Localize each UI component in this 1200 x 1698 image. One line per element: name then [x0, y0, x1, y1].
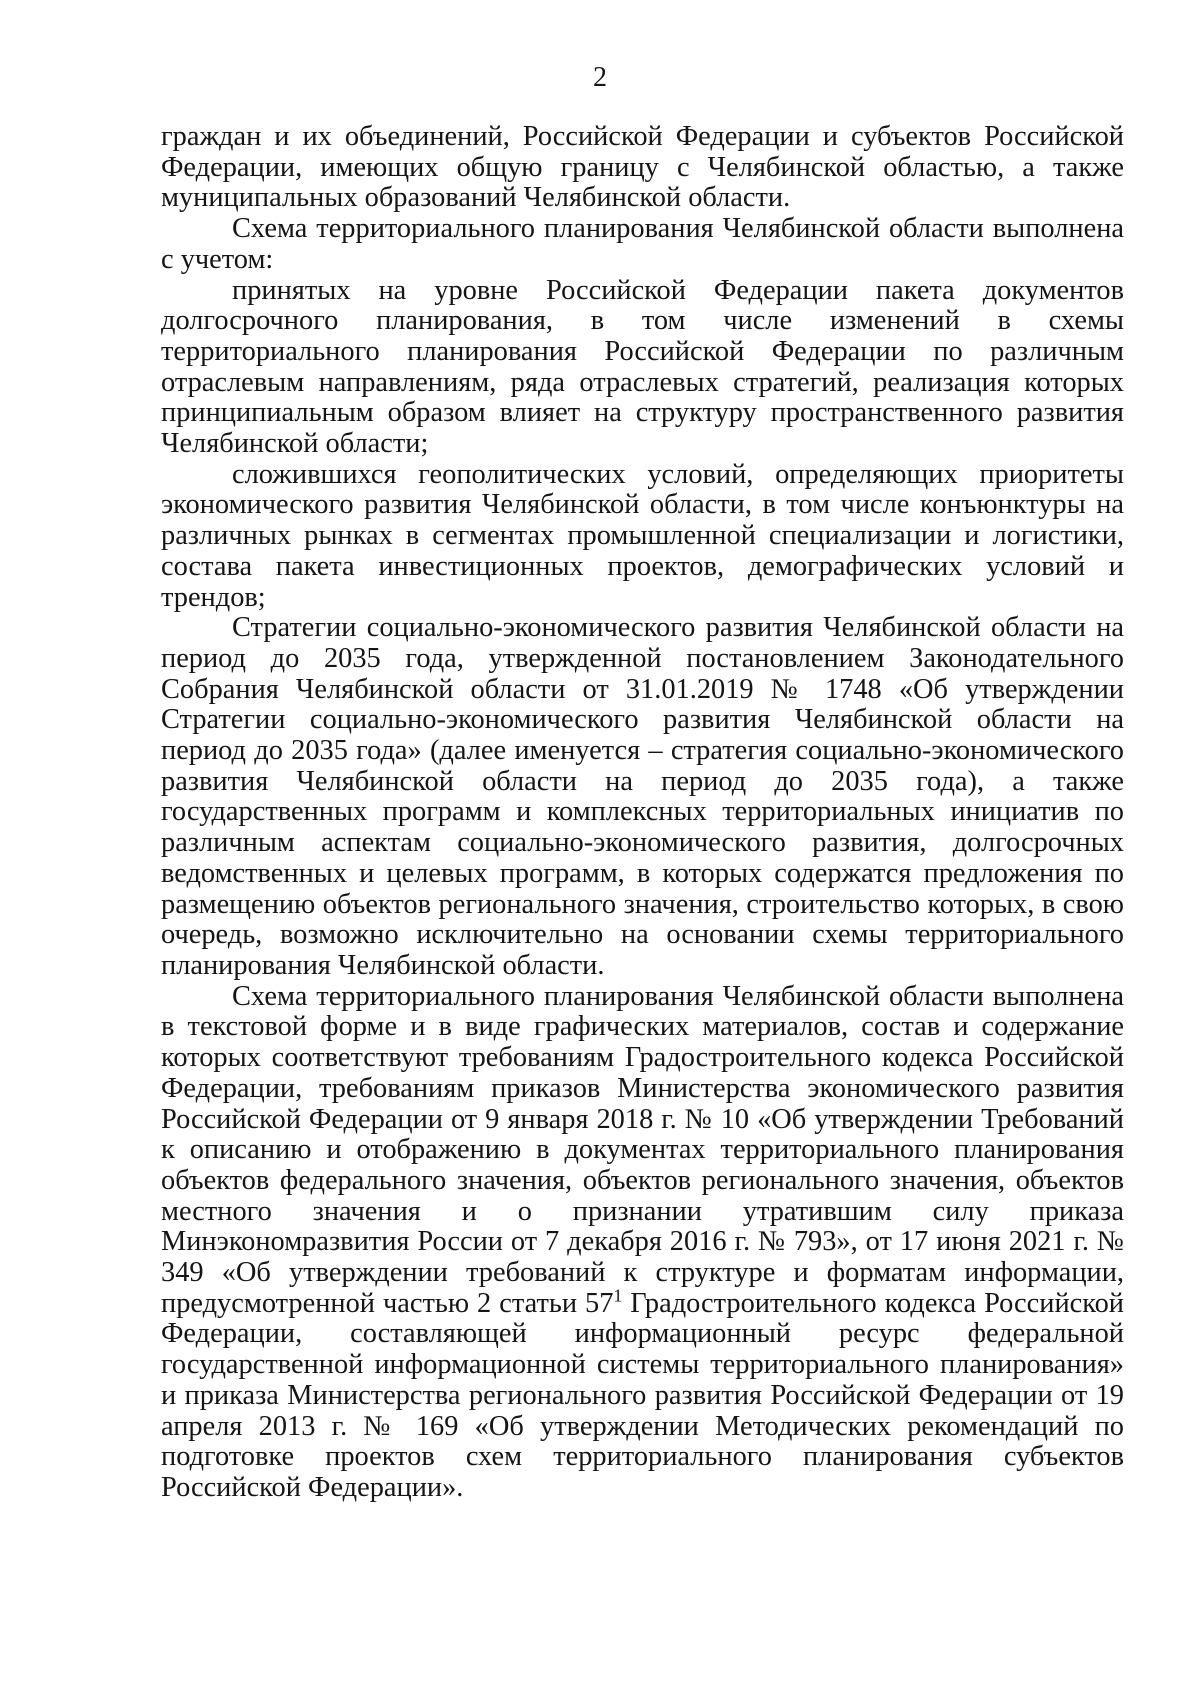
document-body: [161, 122, 1124, 1504]
article-superscript: 1: [613, 1285, 623, 1306]
paragraph-strategy-2035: Стратегии социально-экономического развития Челябинской области на период до 2035 года, утвержденной постановлением Законодательного Собрания Челябинской области от 31.01.2019 № 1748 «Об утверждении Стратегии социально-экономического развития Челябинской области на период до 2035 года» (далее именуется – стратегия социально-экономического развития Челябинской области на период до 2035 года), а также государственных программ и комплексных территориальных инициатив по различным аспектам социально-экономического развития, долгосрочных ведомственных и целевых программ, в которых содержатся предложения по размещению объектов регионального значения, строительство которых, в свою очередь, возможно исключительно на основании схемы территориального планирования Челябинской области.: [161, 612, 1124, 981]
paragraph-continuation: граждан и их объединений, Российской Федерации и субъектов Российской Федерации, имеющих общую границу с Челябинской областью, а также муниципальных образований Челябинской области.: [161, 121, 1124, 214]
paragraph-scheme-form-part1: Схема территориального планирования Челябинской области выполнена в текстовой форме и в виде графических материалов, состав и содержание которых соответствуют требованиям Градостроительного кодекса Российской Федерации, требованиям приказов Министерства экономического развития Российской Федерации от 9 января 2018 г. № 10 «Об утверждении Требований к описанию и отображению в документах территориального планирования объектов федерального значения, объектов регионального значения, объектов местного значения и о признании утратившим силу приказа Минэкономразвития России от 7 декабря 2016 г. № 793», от 17 июня 2021 г. № 349 «Об утверждении требований к структуре и форматам информации, предусмотренной частью 2 статьи 57: [161, 980, 1124, 1319]
paragraph-geopolitical-conditions: сложившихся геополитических условий, определяющих приоритеты экономического развития Челябинской области, в том числе конъюнктуры на различных рынках в сегментах промышленной специализации и логистики, состава пакета инвестиционных проектов, демографических условий и трендов;: [161, 458, 1124, 613]
paragraph-scheme-form-part2: Градостроительного кодекса Российской Федерации, составляющей информационный ресурс федеральной государственной информационной системы территориального планирования» и приказа Министерства регионального развития Российской Федерации от 19 апреля 2013 г. № 169 «Об утверждении Методических рекомендаций по подготовке проектов схем территориального планирования субъектов Российской Федерации».: [161, 1287, 1124, 1503]
paragraph-scheme-intro: Схема территориального планирования Челябинской области выполнена с учетом:: [161, 213, 1124, 275]
paragraph-federal-documents: принятых на уровне Российской Федерации пакета документов долгосрочного планирования, в том числе изменений в схемы территориального планирования Российской Федерации по различным отраслевым направлениям, ряда отраслевых стратегий, реализация которых принципиальным образом влияет на структуру пространственного развития Челябинской области;: [161, 274, 1124, 460]
paragraph-scheme-form: [161, 982, 1124, 1504]
page-number: 2: [593, 62, 607, 93]
